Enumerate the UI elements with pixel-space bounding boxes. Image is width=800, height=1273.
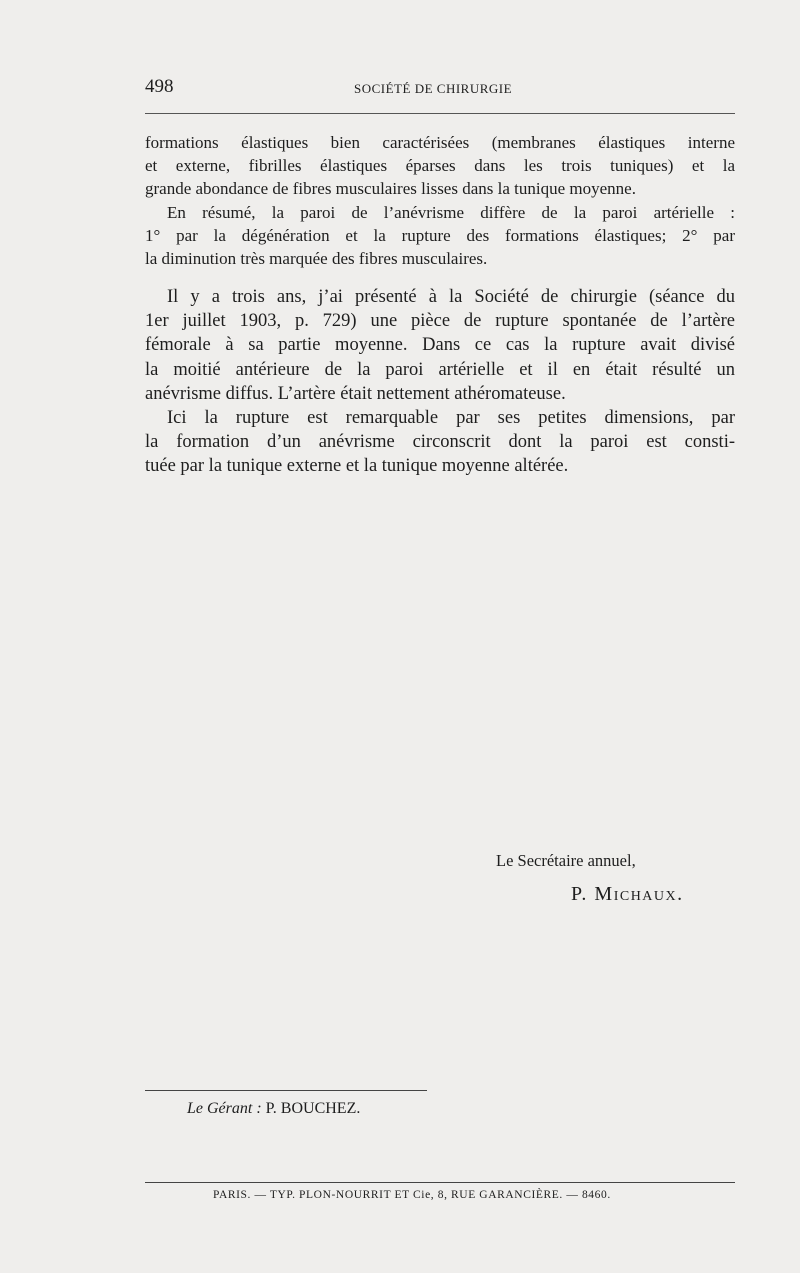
page-number: 498 [145, 76, 174, 97]
gerant-label: Le Gérant : [187, 1100, 262, 1117]
header-rule [145, 113, 735, 114]
paragraph-line: anévrisme diffus. L’artère était nettement athéromateuse. [145, 383, 566, 404]
gerant-line [187, 1100, 360, 1118]
signature-name: P. Michaux. [571, 883, 684, 905]
paragraph-line: grande abondance de fibres musculaires lisses dans la tunique moyenne. [145, 179, 636, 199]
paragraph-line: la formation d’un anévrisme circonscrit dont la paroi est consti- [145, 432, 735, 453]
text-block-2 [145, 285, 735, 479]
signature-title: Le Secrétaire annuel, [496, 851, 636, 870]
running-title: SOCIÉTÉ DE CHIRURGIE [354, 81, 513, 96]
footer-rule-long [145, 1182, 735, 1183]
paragraph-line: Il y a trois ans, j’ai présenté à la Société de chirurgie (séance du [167, 287, 735, 307]
paragraph-line: Ici la rupture est remarquable par ses petites dimensions, par [167, 408, 735, 429]
paragraph-line: tuée par la tunique externe et la tunique moyenne altérée. [145, 456, 569, 477]
paragraph-line: fémorale à sa partie moyenne. Dans ce cas la rupture avait divisé [145, 335, 735, 356]
paragraph-line: 1er juillet 1903, p. 729) une pièce de rupture spontanée de l’artère [145, 311, 735, 332]
paragraph-line: la diminution très marquée des fibres musculaires. [145, 249, 488, 269]
paragraph-line: 1° par la dégénération et la rupture des formations élastiques; 2° par [145, 225, 735, 245]
paragraph-line: formations élastiques bien caractérisées (membranes élastiques interne [145, 133, 735, 152]
paragraph-line: et externe, fibrilles élastiques éparses dans les trois tuniques) et la [145, 156, 735, 176]
paragraph-line: En résumé, la paroi de l’anévrisme diffère de la paroi artérielle : [167, 202, 735, 222]
paragraph-line: la moitié antérieure de la paroi artérielle et il en était résulté un [145, 359, 735, 380]
imprint-line: PARIS. — TYP. PLON-NOURRIT ET Cie, 8, RUE GARANCIÈRE. — 8460. [213, 1189, 611, 1201]
gerant-name: P. BOUCHEZ. [265, 1100, 361, 1117]
footer-rule-short [145, 1090, 427, 1091]
text-block-1 [145, 131, 735, 270]
